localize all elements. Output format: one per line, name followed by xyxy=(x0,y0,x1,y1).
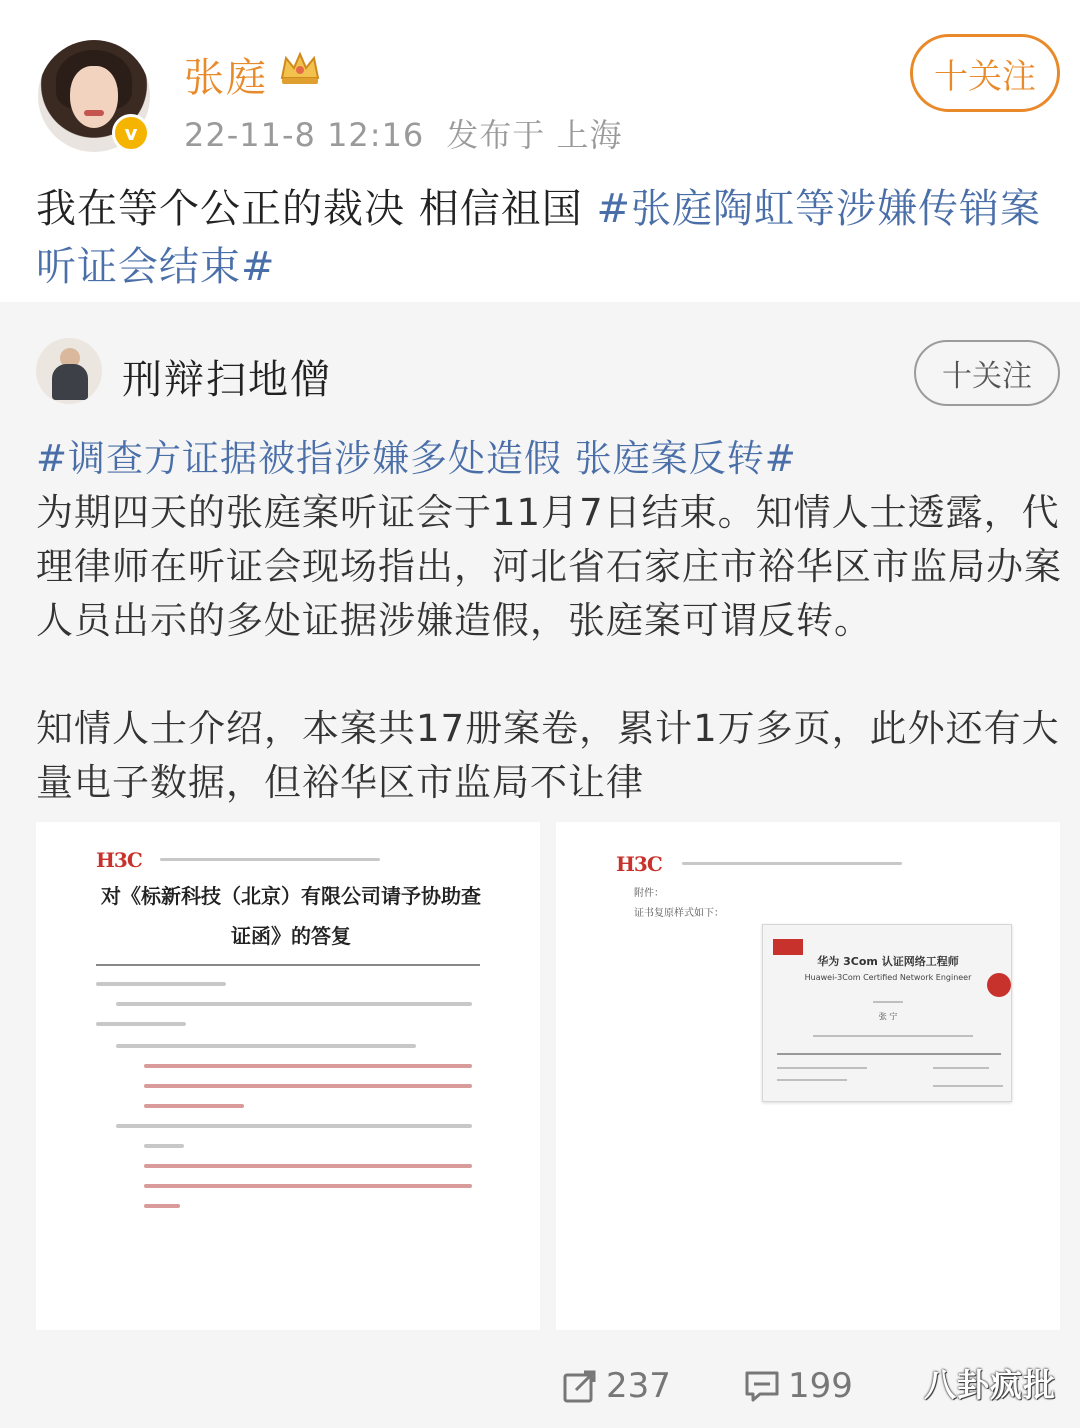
action-bar xyxy=(0,1352,1080,1422)
post-username[interactable]: 张庭 xyxy=(184,55,268,101)
h3c-logo: H3C xyxy=(96,848,142,872)
post-text: 我在等个公正的裁决 相信祖国 xyxy=(36,186,597,232)
repost-username[interactable]: 刑辩扫地僧 xyxy=(122,357,332,403)
image-document-reply[interactable] xyxy=(36,822,540,1330)
repost-follow-button[interactable]: 十关注 xyxy=(914,340,1060,406)
document-title-line-1: 对《标新科技（北京）有限公司请予协助查 xyxy=(101,884,481,908)
repost-hashtag[interactable]: #调查方证据被指涉嫌多处造假 张庭案反转# xyxy=(36,437,797,480)
certificate-title: 华为 3Com 认证网络工程师 xyxy=(817,955,959,968)
repost-body xyxy=(36,432,1066,810)
document-title-line-2: 证函》的答复 xyxy=(231,924,351,948)
crown-icon xyxy=(278,48,322,88)
comment-button[interactable] xyxy=(744,1366,853,1406)
certificate-caption: 证书复原样式如下： xyxy=(634,908,724,919)
watermark: 八卦疯批 xyxy=(924,1366,1057,1404)
repost-paragraph-1: 为期四天的张庭案听证会于11月7日结束。知情人士透露，代理律师在听证会现场指出，河北省石家庄市裕华区市监局办案人员出示的多处证据涉嫌造假，张庭案可谓反转。 xyxy=(36,491,1062,642)
post-body xyxy=(36,180,1056,296)
h3c-logo: H3C xyxy=(616,852,662,876)
attachment-label: 附件： xyxy=(634,888,664,899)
repost-button[interactable] xyxy=(562,1366,671,1406)
verified-badge-icon: v xyxy=(112,114,150,152)
comment-icon xyxy=(744,1368,780,1404)
certificate xyxy=(762,924,1012,1102)
share-icon xyxy=(562,1368,598,1404)
image-certificate[interactable] xyxy=(556,822,1060,1330)
post-location: 发布于 上海 xyxy=(446,116,623,154)
seal-icon xyxy=(987,973,1011,997)
post-meta xyxy=(184,110,622,156)
follow-button[interactable]: 十关注 xyxy=(910,34,1060,112)
certificate-subtitle: Huawei-3Com Certified Network Engineer xyxy=(804,973,972,982)
post-hashtag[interactable]: #张庭陶虹等涉嫌传销案听证会结束# xyxy=(36,186,1041,290)
comment-count: 199 xyxy=(788,1366,853,1406)
repost-count: 237 xyxy=(606,1366,671,1406)
repost-card[interactable] xyxy=(0,302,1080,1428)
post-time: 22-11-8 12:16 xyxy=(184,116,425,154)
image-grid xyxy=(36,822,1060,1330)
repost-paragraph-2: 知情人士介绍，本案共17册案卷，累计1万多页，此外还有大量电子数据，但裕华区市监局不让律 xyxy=(36,707,1060,804)
certificate-name: 张 宁 xyxy=(878,1012,898,1021)
repost-avatar[interactable] xyxy=(36,338,102,404)
post-header xyxy=(0,0,1080,300)
